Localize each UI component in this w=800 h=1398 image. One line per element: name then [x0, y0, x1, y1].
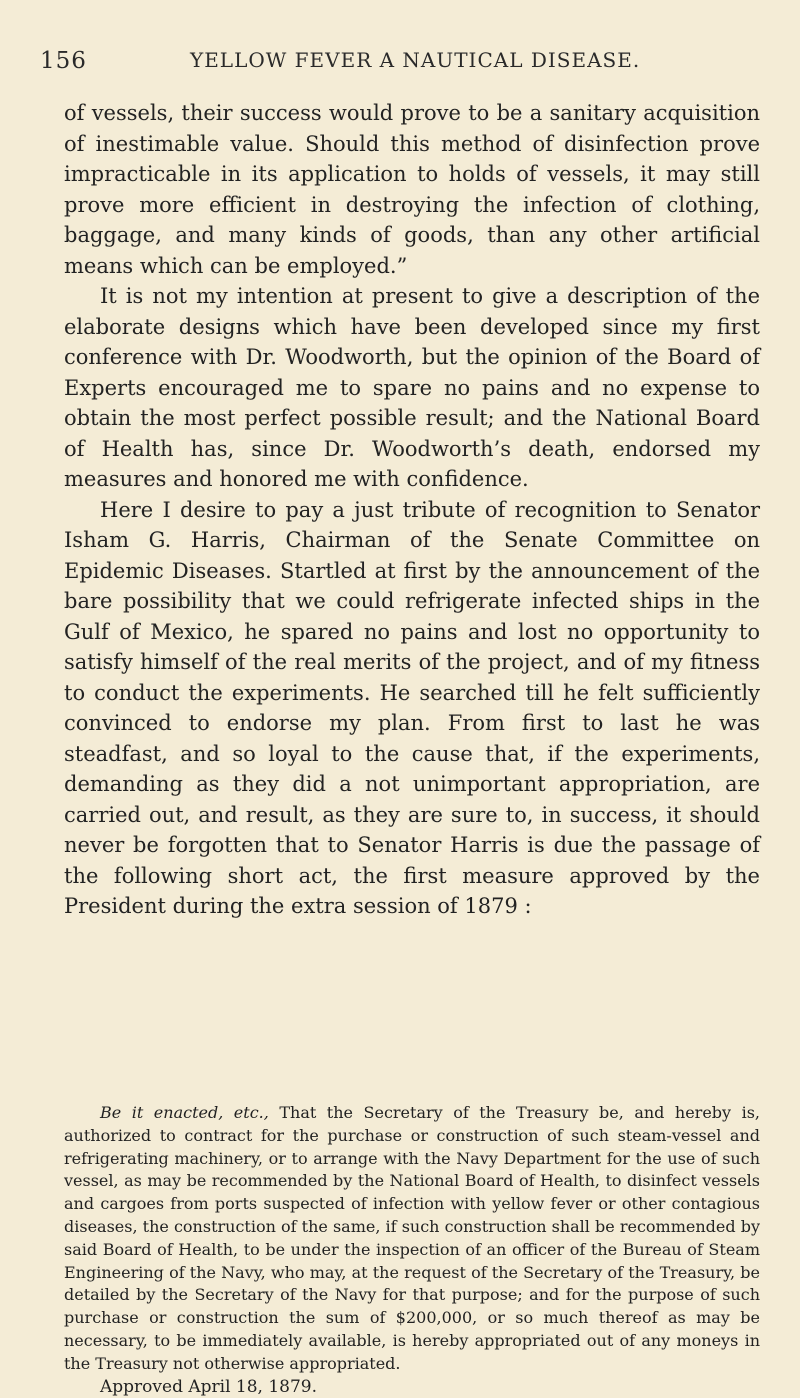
act-text	[64, 1102, 760, 1398]
running-head: YELLOW FEVER A NAUTICAL DISEASE.	[190, 48, 641, 72]
act-enacting-clause: Be it enacted, etc.,	[100, 1103, 269, 1122]
act-body: That the Secretary of the Treasury be, and hereby is, authorized to contract for the purchase or construction of such steam-vessel and refrigerating machinery, or to arrange with the Navy Department for the use of such vessel, as may be recommended by the National Board of Health, to disinfect vessels and cargoes from ports suspected of infection with yellow fever or other contagious diseases, the construction of the same, if such construction shall be recommended by said Board of Health, to be under the inspection of an officer of the Bureau of Steam Engineering of the Navy, who may, at the request of the Secretary of the Treasury, be detailed by the Secretary of the Navy for that purpose; and for the purpose of such purchase or construction the sum of $200,000, or so much thereof as may be necessary, to be immediately available, is hereby appropriated out of any moneys in the Treasury not otherwise appropriated.	[64, 1103, 761, 1373]
approval-date: Approved April 18, 1879.	[100, 1376, 318, 1397]
act-paragraph	[64, 1102, 760, 1376]
paragraph-tribute: Here I desire to pay a just tribute of recognition to Senator Isham G. Harris, Chairman of the Senate Committee on Epidemic Diseases. Startled at first by the announcement of the bare possibility that we could refrigerate infected ships in the Gulf of Mexico, he spared no pains and lost no opportunity to satisfy himself of the real merits of the project, and of my fitness to conduct the experiments. He searched till he felt sufficiently convinced to endorse my plan. From first to last he was steadfast, and so loyal to the cause that, if the experiments, demanding as they did a not unimportant appropriation, are carried out, and result, as they are sure to, in success, it should never be forgotten that to Senator Harris is due the passage of the following short act, the first measure approved by the President during the extra session of 1879 :	[64, 497, 760, 918]
paragraph-continued: of vessels, their success would prove to be a sanitary acquisition of inestimable value. Should this method of disinfection prove impracticable in its application to holds of vessels, it may still prove more efficient in destroying the infection of clothing, baggage, and many kinds of goods, than any other artificial means which can be employed.”	[64, 101, 760, 278]
body-text	[64, 98, 760, 922]
page-number: 156	[40, 48, 87, 74]
paragraph-designs: It is not my intention at present to give a description of the elaborate designs which have been developed since my first conference with Dr. Woodworth, but the opinion of the Board of Experts encouraged me to spare no pains and no expense to obtain the most perfect possible result; and the National Board of Health has, since Dr. Woodworth’s death, endorsed my measures and honored me with confidence.	[64, 284, 760, 491]
page-header	[40, 48, 760, 82]
